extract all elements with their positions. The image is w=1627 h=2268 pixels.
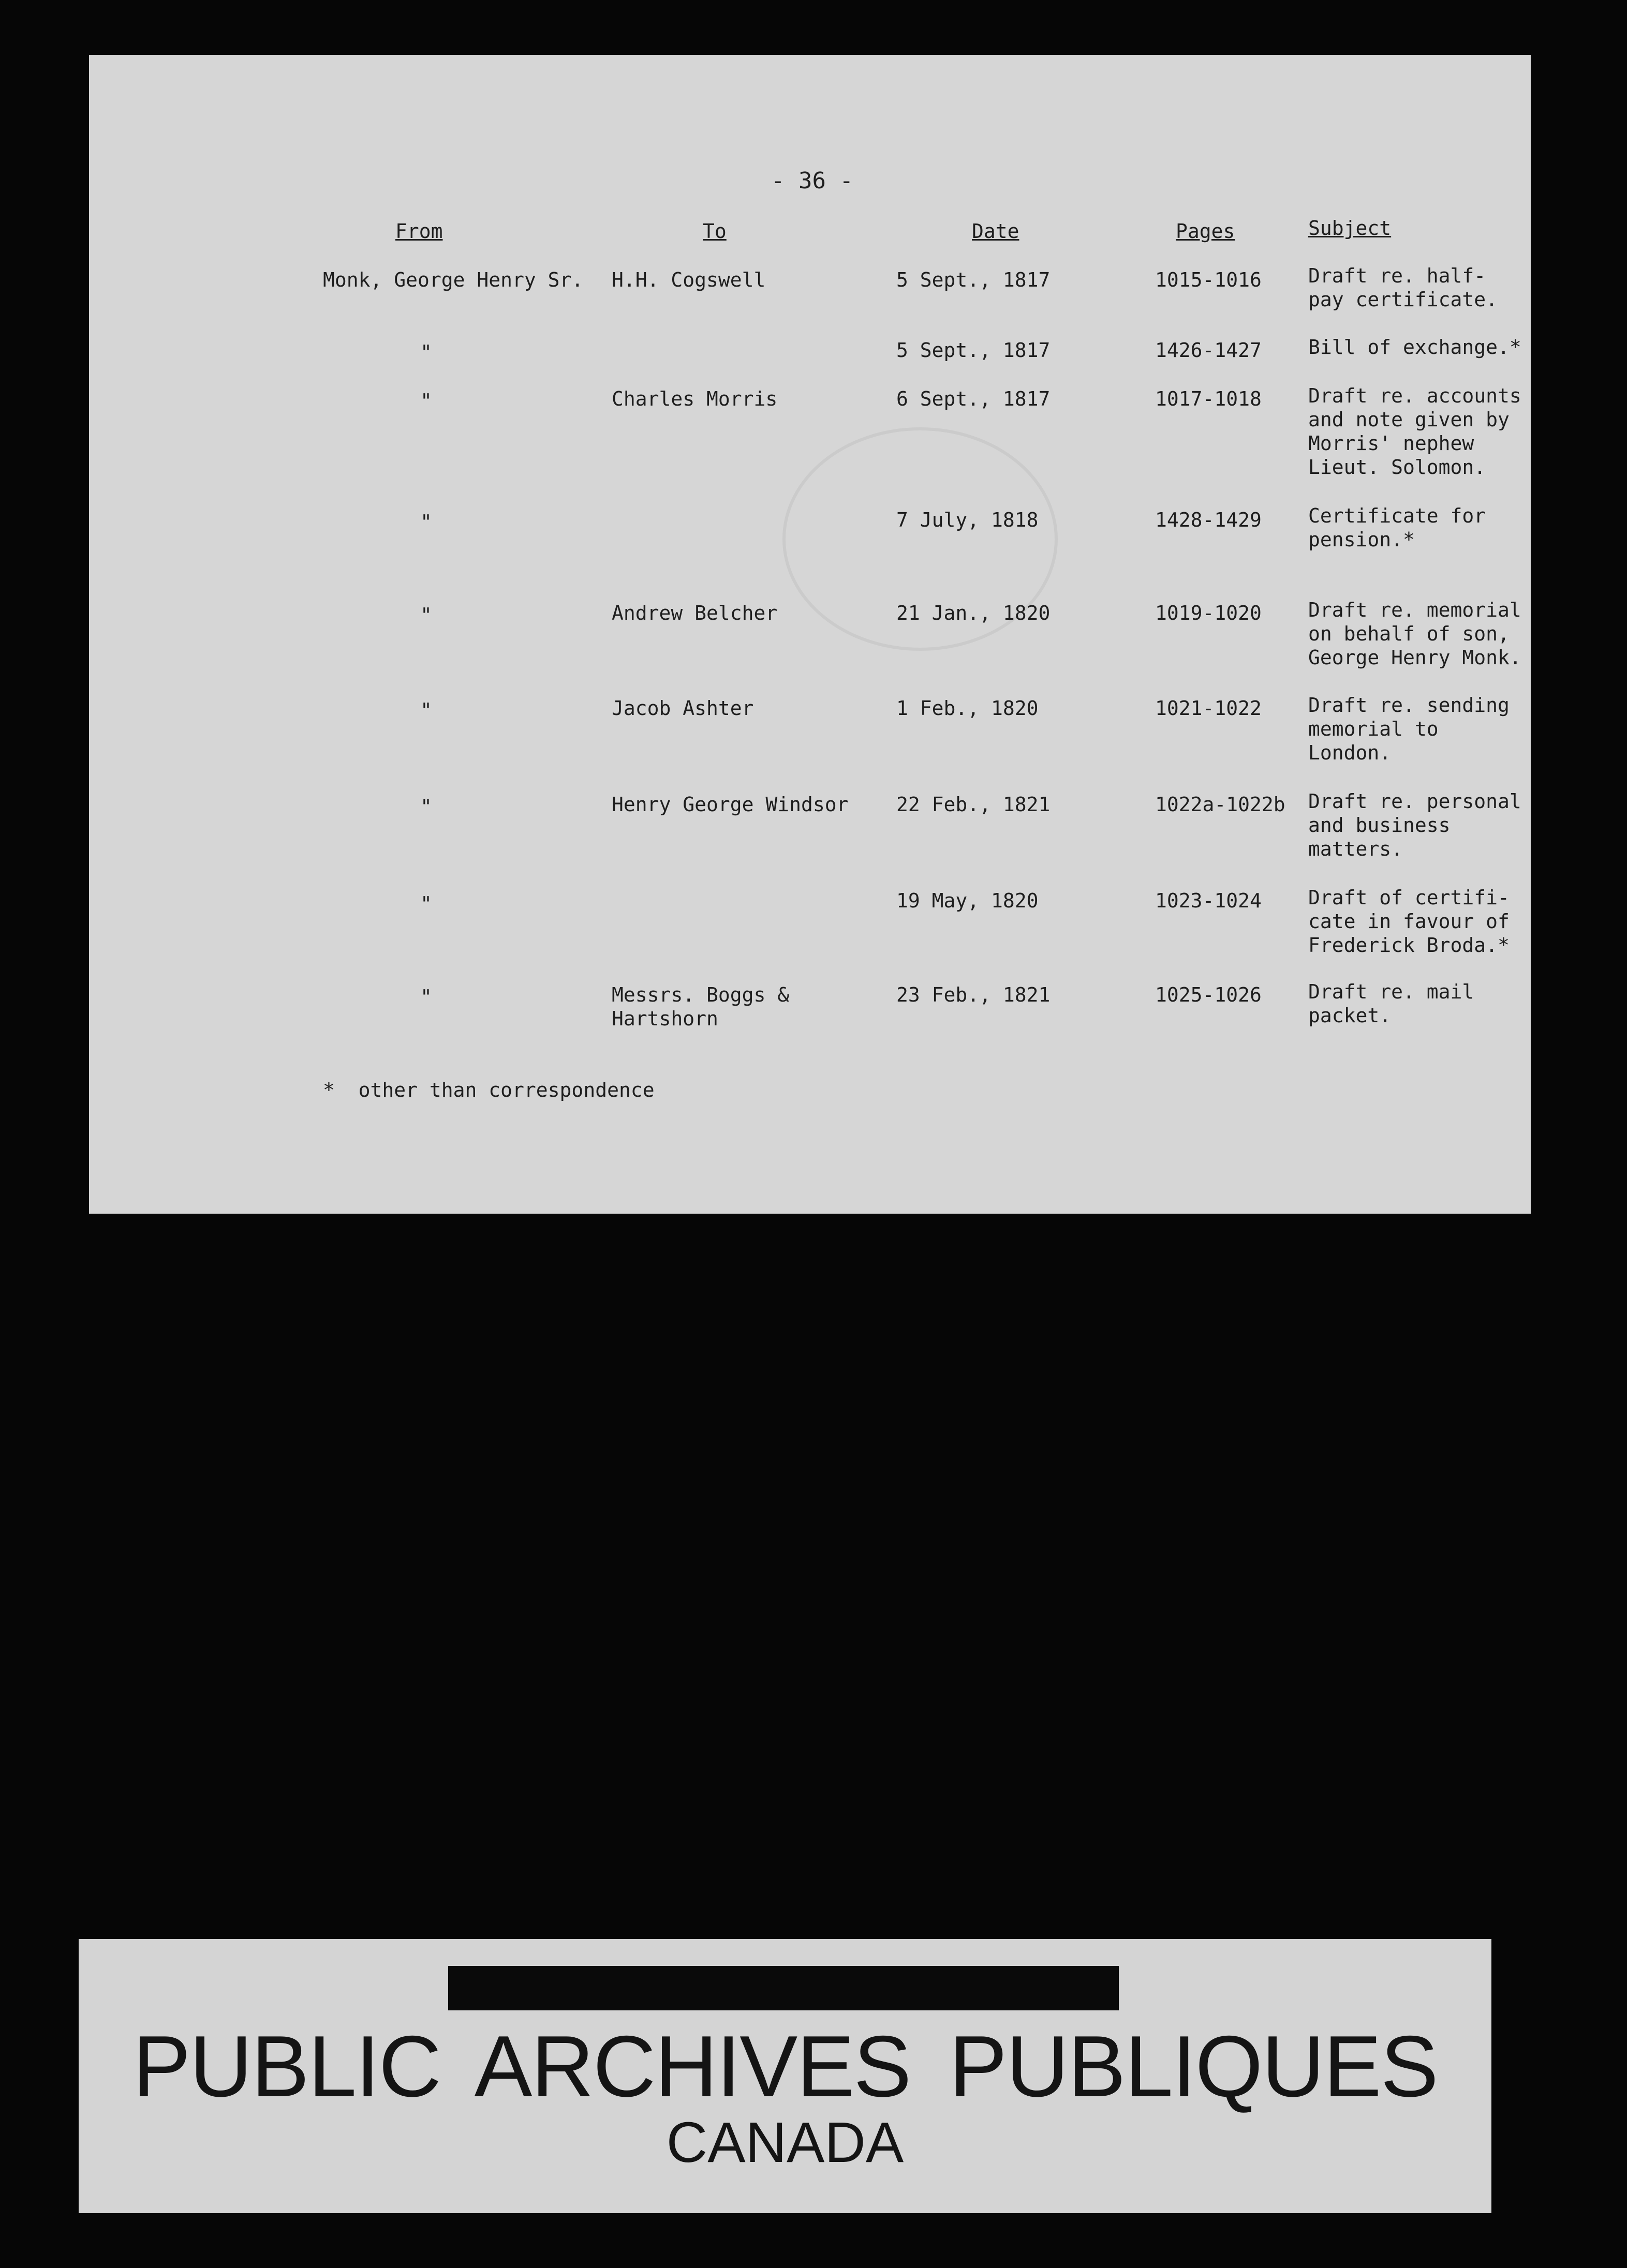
row-date: 7 July, 1818 [896, 509, 1039, 531]
row-date: 23 Feb., 1821 [896, 983, 1051, 1006]
row-subject-line: memorial to [1308, 718, 1439, 740]
document-page [89, 55, 1531, 1214]
row-to: Jacob Ashter [612, 697, 754, 720]
banner-redaction-bar [448, 1966, 1119, 2010]
header-to: To [703, 220, 727, 243]
header-subject: Subject [1308, 217, 1392, 240]
row-from-ditto: " [420, 699, 432, 722]
row-date: 6 Sept., 1817 [896, 387, 1051, 410]
header-pages: Pages [1176, 220, 1235, 243]
row-subject-line: Morris' nephew [1308, 432, 1474, 455]
row-subject-line: Draft re. sending [1308, 694, 1510, 717]
row-to: H.H. Cogswell [612, 268, 766, 291]
row-date: 5 Sept., 1817 [896, 339, 1051, 362]
page-number: - 36 - [771, 168, 853, 194]
row-from-ditto: " [420, 341, 432, 364]
row-subject-line: Draft re. accounts [1308, 384, 1521, 407]
row-subject-line: packet. [1308, 1004, 1392, 1027]
row-from-ditto: " [420, 511, 432, 533]
row-subject-line: and note given by [1308, 408, 1510, 431]
row-pages: 1023-1024 [1155, 889, 1262, 912]
banner-subtitle: CANADA [666, 2111, 904, 2174]
row-from-ditto: " [420, 390, 432, 412]
row-subject-line: pension.* [1308, 528, 1415, 551]
row-pages: 1428-1429 [1155, 509, 1262, 531]
banner-title: PUBLIC ARCHIVES PUBLIQUES [132, 2018, 1438, 2115]
row-pages: 1019-1020 [1155, 602, 1262, 624]
row-pages: 1025-1026 [1155, 983, 1262, 1006]
row-date: 19 May, 1820 [896, 889, 1039, 912]
row-subject-line: Draft of certifi- [1308, 886, 1510, 909]
header-date: Date [972, 220, 1019, 243]
row-to: Henry George Windsor [612, 793, 849, 816]
row-subject-line: Draft re. memorial [1308, 599, 1521, 621]
row-pages: 1426-1427 [1155, 339, 1262, 362]
row-date: 5 Sept., 1817 [896, 268, 1051, 291]
row-subject-line: Certificate for [1308, 504, 1486, 527]
row-from: Monk, George Henry Sr. [323, 268, 584, 291]
row-subject-line: Bill of exchange.* [1308, 336, 1521, 359]
footnote: * other than correspondence [323, 1079, 655, 1101]
row-date: 22 Feb., 1821 [896, 793, 1051, 816]
header-from: From [395, 220, 443, 243]
row-subject-line: Draft re. mail [1308, 980, 1474, 1003]
row-subject-line: Lieut. Solomon. [1308, 456, 1486, 479]
row-subject-line: George Henry Monk. [1308, 646, 1521, 669]
row-subject-line: pay certificate. [1308, 288, 1498, 311]
row-pages: 1021-1022 [1155, 697, 1262, 720]
row-subject-line: Draft re. personal [1308, 790, 1521, 813]
row-subject-line: and business [1308, 814, 1451, 837]
row-from-ditto: " [420, 795, 432, 818]
archive-banner [79, 1939, 1491, 2213]
row-from-ditto: " [420, 892, 432, 915]
row-subject-line: Frederick Broda.* [1308, 934, 1510, 957]
row-subject-line: on behalf of son, [1308, 622, 1510, 645]
row-to: Andrew Belcher [612, 602, 778, 624]
row-pages: 1017-1018 [1155, 387, 1262, 410]
row-from-ditto: " [420, 986, 432, 1008]
row-to: Messrs. Boggs & [612, 983, 790, 1006]
row-subject-line: London. [1308, 741, 1392, 764]
row-from-ditto: " [420, 604, 432, 626]
row-date: 21 Jan., 1820 [896, 602, 1051, 624]
row-to: Charles Morris [612, 387, 778, 410]
row-subject-line: cate in favour of [1308, 910, 1510, 933]
row-subject-line: matters. [1308, 838, 1403, 860]
row-subject-line: Draft re. half- [1308, 264, 1486, 287]
row-date: 1 Feb., 1820 [896, 697, 1039, 720]
row-pages: 1015-1016 [1155, 268, 1262, 291]
row-to: Hartshorn [612, 1007, 718, 1030]
row-pages: 1022a-1022b [1155, 793, 1285, 816]
